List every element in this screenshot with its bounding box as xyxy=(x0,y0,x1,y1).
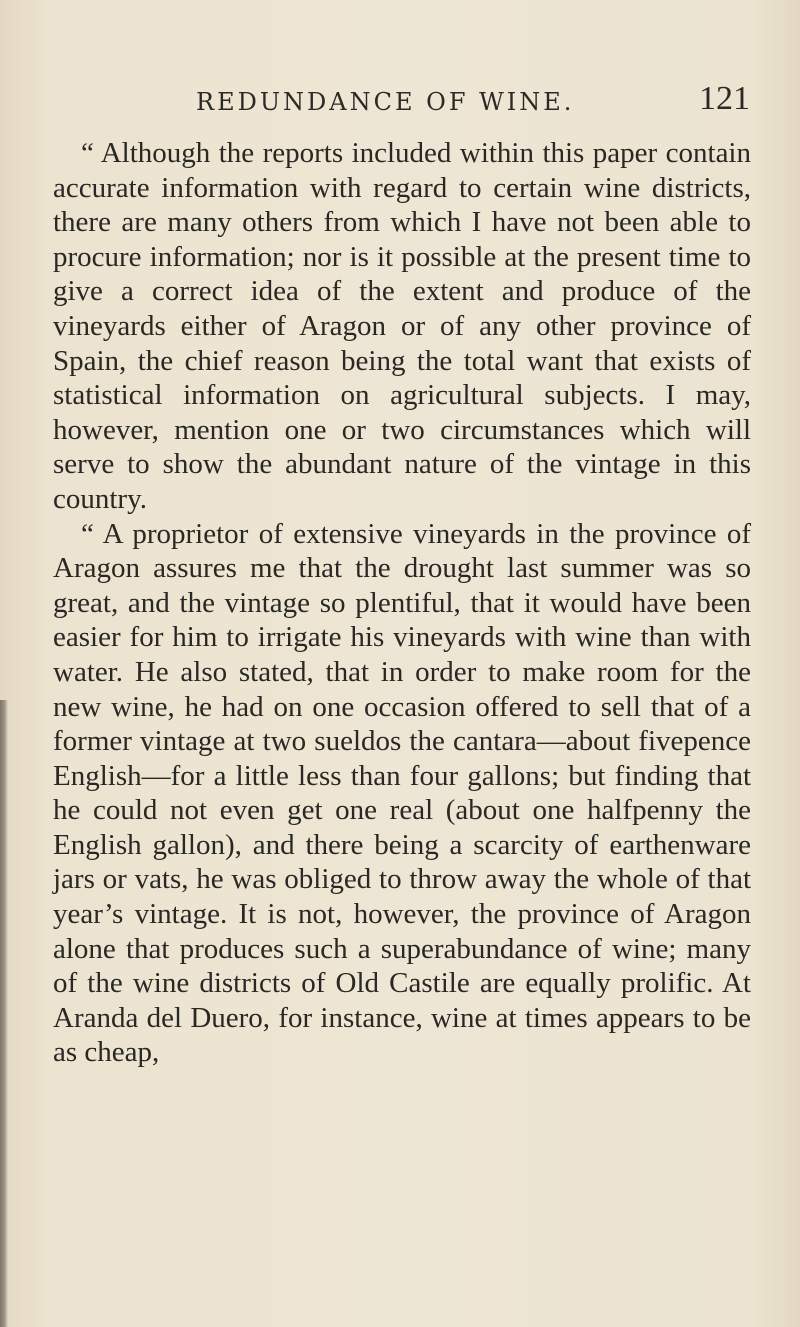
body-text xyxy=(53,136,751,1070)
paragraph: “ Although the reports included within this paper contain accurate information with regard to certain wine districts, there are many others from which I have not been able to procure information; nor is it possible at the present time to give a correct idea of the extent and produce of the vineyards either of Aragon or of any other province of Spain, the chief reason being the total want that exists of statistical information on agricultural subjects. I may, however, mention one or two circumstances which will serve to show the abundant nature of the vintage in this country. xyxy=(53,137,751,515)
page-edge-shadow xyxy=(0,700,8,1327)
page-number: 121 xyxy=(699,80,750,117)
paragraph: “ A proprietor of extensive vineyards in the province of Aragon assures me that the drought last summer was so great, and the vintage so plentiful, that it would have been easier for him to irrigate his vineyards with wine than with water. He also stated, that in order to make room for the new wine, he had on one occasion offered to sell that of a former vintage at two sueldos the cantara—about fivepence English—for a little less than four gallons; but finding that he could not even get one real (about one halfpenny the English gallon), and there being a scarcity of earthenware jars or vats, he was obliged to throw away the whole of that year’s vintage. It is not, however, the province of Aragon alone that produces such a superabundance of wine; many of the wine districts of Old Castile are equally prolific. At Aranda del Duero, for instance, wine at times appears to be as cheap, xyxy=(53,517,751,1069)
running-title: REDUNDANCE OF WINE. xyxy=(196,88,575,116)
